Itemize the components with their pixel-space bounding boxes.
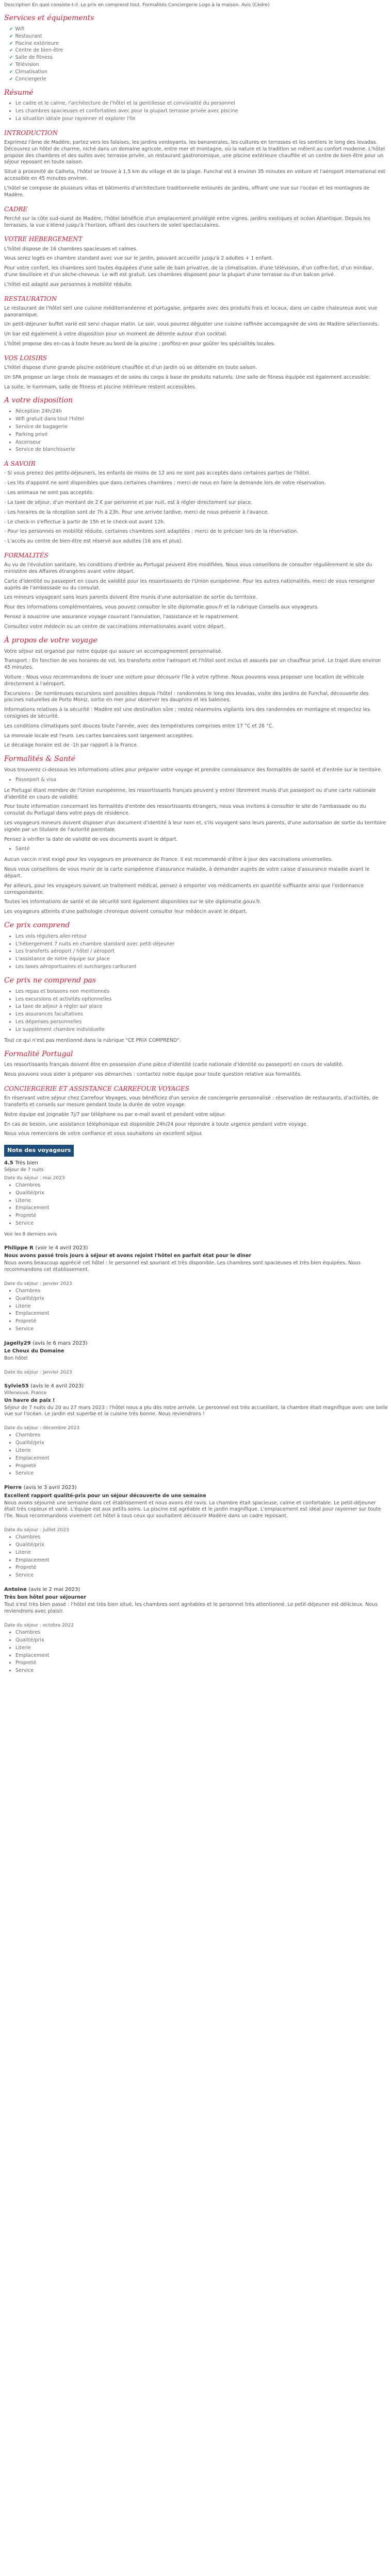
sante-list — [4, 846, 388, 853]
sante-text: Les voyageurs atteints d'une pathologie chronique doivent consulter leur médecin avant le départ. — [4, 909, 248, 915]
review-text: Bon hôtel — [4, 1355, 28, 1362]
check-icon: ✔ — [9, 76, 13, 82]
review-item — [4, 1383, 388, 1418]
sante-text: Pour toute information concernant les formalités d'entrée des ressortissants étrangers, nous vous invitons à consulter le site de l'ambassade ou du consulat du Portugal dans votre pays de résidence. — [4, 804, 366, 817]
pas-comprend-item: • La taxe de séjour à régler sur place — [15, 1004, 388, 1010]
loisirs-text: L'hôtel dispose d'une grande piscine extérieure chauffée et d'un jardin où se détendre en toute saison. — [4, 365, 257, 371]
hebergement-text: L'hôtel dispose de 16 chambres spacieuses et calmes. — [4, 246, 138, 252]
formalites-text: Consultez votre médecin ou un centre de vaccinations internationales avant votre départ. — [4, 623, 225, 630]
review-criterion: • Qualité/prix — [15, 1637, 388, 1644]
review-criterion: • Qualité/prix — [15, 1296, 388, 1302]
loisirs-text: La suite, le hammam, salle de fitness et piscine intérieure restent accessibles. — [4, 384, 197, 390]
review-criterion: • Emplacement — [15, 1557, 388, 1564]
review-score: Philippe R — [4, 1245, 34, 1251]
disposition-item: • Service de blanchisserie — [15, 447, 388, 453]
pas-comprend-title: Ce prix ne comprend pas — [4, 976, 96, 985]
review-criterion: • Literie — [15, 1303, 388, 1310]
comprend-item: • L'hébergement 7 nuits en chambre standard avec petit-déjeuner — [15, 941, 388, 948]
disposition-title: A votre disposition — [4, 396, 73, 405]
savoir-text: - Les lits d'appoint ne sont disponibles que dans certaines chambres ; merci de nous en faire la demande lors de votre réservation. — [4, 480, 326, 486]
savoir-text: - L'accès au centre de bien-être est réservé aux adultes (16 ans et plus). — [4, 538, 183, 545]
review-item — [4, 1527, 388, 1579]
review-item — [4, 1160, 388, 1238]
formalites-text: Les mineurs voyageant sans leurs parents doivent être munis d'une autorisation de sortie du territoire. — [4, 595, 257, 601]
comprend-item: • Les vols réguliers aller-retour — [15, 934, 388, 940]
review-item — [4, 1340, 388, 1362]
service-item: ✔ Climatisation — [9, 69, 47, 75]
conciergerie-text: Notre équipe est joignable 7j/7 par téléphone ou par e-mail avant et pendant votre séjour. — [4, 1111, 226, 1117]
check-icon: ✔ — [9, 33, 13, 39]
review-text: Nous avons séjourné une semaine dans cet établissement et nous avons été ravis. La chambre était spacieuse, calme et confortable. Le petit-déjeuner était très copieux et varié. L'équipe est aux petits soins. La piscine est agréable et le jardin magnifique. L'emplacement est idéal pour rayonner sur toute l'île. Nous recommandons vivement cet hôtel à tous ceux qui souhaitent découvrir Madère dans un cadre reposant. — [4, 1500, 381, 1519]
review-criterion: • Emplacement — [15, 1653, 388, 1659]
disposition-item: • Réception 24h/24h — [15, 409, 388, 415]
check-icon: ✔ — [9, 62, 13, 68]
reviews-list — [4, 1160, 388, 1674]
review-criterion: • Chambres — [15, 1630, 388, 1636]
restauration-text: Un bar est également à votre disposition pour un moment de détente autour d'un cocktail. — [4, 331, 227, 337]
sante-item: • Santé — [15, 846, 388, 853]
sante-text: Le Portugal étant membre de l'Union européenne, les ressortissants français peuvent y entrer librement munis d'un passeport ou d'une carte nationale d'identité en cours de validité. — [4, 787, 376, 800]
propos-text: Excursions : De nombreuses excursions sont possibles depuis l'hôtel : randonnées le long des levadas, visite des jardins de Funchal, découverte des piscines naturelles de Porto Moniz, sortie en mer pour observer les dauphins et les baleines. — [4, 690, 369, 703]
formalites-text: Pensez à souscrire une assurance voyage couvrant l'annulation, l'assistance et le rapatriement. — [4, 614, 240, 620]
cadre-title: CADRE — [4, 205, 28, 213]
loisirs-text: Un SPA propose un large choix de massages et de soins du corps à base de produits naturels. Une salle de fitness équipée est également accessible. — [4, 374, 371, 380]
review-criterion: • Chambres — [15, 1182, 388, 1189]
conciergerie-title: CONCIERGERIE ET ASSISTANCE CARREFOUR VOYAGES — [4, 1085, 189, 1093]
service-item: ✔ Centre de bien-être — [9, 47, 63, 54]
review-author — [4, 1160, 388, 1167]
restauration-title: RESTAURATION — [4, 295, 57, 302]
introduction-text: Exprimez l'âme de Madère, partez vers les falaises, les jardins verdoyants, les bananeraies, les cultures en terrasses et les sentiers le long des levadas. Découvrez un hôtel de charme, niché dans un domaine agricole, entre mer et montagne, où la nature et la tradition se mêlent au confort moderne. L'hôtel propose des chambres et des suites avec terrasse privée, un restaurant gastronomique, une piscine extérieure chauffée et un centre de bien-être pour un séjour reposant en toute saison. — [4, 140, 385, 165]
cadre-text: Perché sur la côte sud-ouest de Madère, l'hôtel bénéficie d'un emplacement privilégié entre vignes, jardins exotiques et océan Atlantique. Depuis les terrasses, la vue s'étend jusqu'à l'horizon, offrant des couchers de soleil spectaculaires. — [4, 215, 370, 228]
review-criterion: • Qualité/prix — [15, 1440, 388, 1447]
propos-text: La monnaie locale est l'euro. Les cartes bancaires sont largement acceptées. — [4, 733, 194, 739]
reviews-section — [4, 1145, 388, 1674]
review-item — [4, 1281, 388, 1333]
resume-item: • Le cadre et le calme, l'architecture de l'hôtel et la gentillesse et convivialité du personnel — [15, 100, 388, 107]
review-label: Très bien — [15, 1160, 38, 1166]
restauration-text: Un petit-déjeuner buffet varié est servi chaque matin. Le soir, vous pourrez déguster une cuisine raffinée accompagnée de vins de Madère sélectionnés. — [4, 321, 379, 328]
resume-item: • La situation idéale pour rayonner et explorer l'île — [15, 116, 388, 123]
review-score: Jagelly29 — [4, 1340, 31, 1346]
review-criterion: • Emplacement — [15, 1311, 388, 1317]
review-item — [4, 1425, 388, 1477]
check-icon: ✔ — [9, 41, 13, 46]
propos-text: Votre séjour est organisé par notre équipe qui assure un accompagnement personnalisé. — [4, 648, 223, 654]
pas-comprend-item: • Les assurances facultatives — [15, 1011, 388, 1018]
review-criterion: • Literie — [15, 1550, 388, 1556]
resume-title: Résumé — [4, 88, 34, 97]
resume-item: • Les chambres spacieuses et confortables avec pour la plupart terrasse privée avec piscine — [15, 108, 388, 115]
loisirs-title: VOS LOISIRS — [4, 354, 47, 362]
review-criterion: • Qualité/prix — [15, 1542, 388, 1549]
pas-comprend-list — [4, 989, 388, 1033]
sante-text: Pensez à vérifier la date de validité de vos documents avant le départ. — [4, 836, 178, 842]
review-criterion: • Emplacement — [15, 1455, 388, 1462]
review-item — [4, 1484, 388, 1520]
formalite-portugal-text: Nous pouvons vous aider à préparer vos démarches : contactez notre équipe pour toute question relative aux formalités. — [4, 1072, 302, 1078]
check-icon: ✔ — [9, 48, 13, 54]
review-date: Date du séjour : janvier 2023 — [4, 1281, 72, 1286]
review-title: Un havre de paix ! — [4, 1397, 55, 1403]
review-criterion: • Propreté — [15, 1213, 388, 1219]
savoir-text: - Pour les personnes en mobilité réduite, certaines chambres sont adaptées ; merci de le préciser lors de la réservation. — [4, 529, 299, 535]
review-criteria — [4, 1288, 388, 1333]
propos-text: Le décalage horaire est de -1h par rapport à la France. — [4, 742, 138, 749]
hotel-text: L'hôtel se compose de plusieurs villas et bâtiments d'architecture traditionnelle entourés de jardins, offrant une vue sur l'océan et les montagnes de Madère. — [4, 185, 370, 198]
hebergement-text: L'hôtel est adapté aux personnes à mobilité réduite. — [4, 281, 133, 287]
introduction-title: INTRODUCTION — [4, 129, 58, 137]
comprend-item: • L'assistance de notre équipe sur place — [15, 956, 388, 963]
review-title: Le Choux du Domaine — [4, 1348, 64, 1354]
review-title: Très bon hôtel pour séjourner — [4, 1595, 87, 1601]
disposition-list — [4, 409, 388, 453]
service-item: ✔ Wifi — [9, 26, 25, 32]
sante-text: Les voyageurs mineurs doivent disposer d'un document d'identité à leur nom et, s'ils voyagent sans leurs parents, d'une autorisation de sortie du territoire signée par un titulaire de l'autorité parentale. — [4, 820, 386, 833]
review-criteria — [4, 1534, 388, 1579]
review-item — [4, 1369, 388, 1376]
review-criterion: • Service — [15, 1470, 388, 1477]
check-icon: ✔ — [9, 55, 13, 61]
resume-list — [4, 100, 388, 122]
review-criterion: • Chambres — [15, 1432, 388, 1439]
review-criterion: • Literie — [15, 1448, 388, 1454]
review-author — [4, 1245, 388, 1252]
service-item: ✔ Piscine extérieure — [9, 40, 59, 46]
review-date: Date du séjour : mai 2023 — [4, 1175, 65, 1181]
hotel-text: Situé à proximité de Calheta, l'hôtel se trouve à 1,5 km du village et de la plage. Funchal est à environ 35 minutes en voiture et l'aéroport international est accessible en 45 minutes environ. — [4, 169, 386, 182]
reviews-header: Note des voyageurs — [4, 1145, 74, 1157]
review-label: (voir le 4 avril 2023) — [35, 1245, 88, 1251]
review-criterion: • Qualité/prix — [15, 1190, 388, 1197]
review-author — [4, 1383, 388, 1390]
pas-comprend-note: Tout ce qui n'est pas mentionné dans la rubrique "CE PRIX COMPREND". — [4, 1037, 181, 1043]
propos-text: Informations relatives à la sécurité : Madère est une destination sûre ; restez néanmoins vigilants lors des randonnées en montagne et respectez les consignes de sécurité. — [4, 707, 370, 720]
sante-text: Par ailleurs, pour les voyageurs suivant un traitement médical, pensez à emporter vos médicaments en quantité suffisante ainsi que l'ordonnance correspondante. — [4, 883, 364, 895]
comprend-item: • Les transferts aéroport / hôtel / aéroport — [15, 948, 388, 955]
review-text: Nous avons beaucoup apprécié cet hôtel : le personnel est souriant et très disponible. Les chambres sont spacieuses et très bien équipées. Nous recommandons cet établissement. — [4, 1260, 361, 1273]
conciergerie-text: En réservant votre séjour chez Carrefour Voyages, vous bénéficiez d'un service de conciergerie personnalisé : réservation de restaurants, d'activités, de transferts et conseils sur mesure pendant toute la durée de votre voyage. — [4, 1095, 379, 1108]
review-criteria — [4, 1432, 388, 1477]
hebergement-title: VOTRE HÉBERGEMENT — [4, 235, 83, 243]
review-item — [4, 1245, 388, 1274]
review-criterion: • Service — [15, 1221, 388, 1227]
check-icon: ✔ — [9, 69, 13, 75]
formalite-portugal-title: Formalité Portugal — [4, 1049, 73, 1058]
restauration-text: Le restaurant de l'hôtel sert une cuisine méditerranéenne et portugaise, préparée avec des produits frais et locaux, dans un cadre chaleureux avec vue panoramique. — [4, 305, 378, 318]
conciergerie-text: En cas de besoin, une assistance téléphonique est disponible 24h/24 pour répondre à toute urgence pendant votre voyage. — [4, 1121, 308, 1127]
sante-text: Aucun vaccin n'est exigé pour les voyageurs en provenance de France. Il est recommandé d'être à jour des vaccinations universelles. — [4, 857, 333, 863]
review-date: Date du séjour : janvier 2023 — [4, 1369, 72, 1375]
review-score: Pierre — [4, 1485, 22, 1491]
service-item: ✔ Télévision — [9, 62, 39, 68]
review-criteria — [4, 1630, 388, 1674]
review-author — [4, 1484, 388, 1492]
hebergement-text: Vous serez logés en chambre standard avec vue sur le jardin, pouvant accueillir jusqu'à 2 adultes + 1 enfant. — [4, 256, 273, 262]
review-text: Séjour de 7 nuits du 20 au 27 mars 2023 : l'hôtel nous a plu dès notre arrivée. Le personnel est très accueillant, la chambre était magnifique avec une belle vue sur l'océan. Le jardin est superbe et la cuisine très bonne. Nous reviendrons ! — [4, 1404, 388, 1417]
savoir-text: - Les horaires de la réception sont de 7h à 23h. Pour une arrivée tardive, merci de nous prévenir à l'avance. — [4, 509, 269, 515]
disposition-item: • Parking privé — [15, 432, 388, 438]
pas-comprend-item: • Les repas et boissons non mentionnés — [15, 989, 388, 995]
pas-comprend-item: • Les dépenses personnelles — [15, 1019, 388, 1026]
review-date: Date du séjour : octobre 2022 — [4, 1622, 74, 1628]
conciergerie-text: Nous vous remercions de votre confiance et vous souhaitons un excellent séjour. — [4, 1131, 203, 1137]
services-title: Services et équipements — [4, 14, 94, 23]
service-item: ✔ Conciergerie — [9, 76, 46, 82]
sante-text: Toutes les informations de santé et de sécurité sont également disponibles sur le site diplomatie.gouv.fr. — [4, 899, 262, 905]
review-criterion: • Emplacement — [15, 1205, 388, 1212]
pas-comprend-item: • Les excursions et activités optionnelles — [15, 996, 388, 1003]
savoir-text: - La taxe de séjour, d'un montant de 2 € par personne et par nuit, est à régler directement sur place. — [4, 499, 253, 505]
review-score: Antoine — [4, 1586, 27, 1592]
sante-text: Vous trouverez ci-dessous les informations utiles pour préparer votre voyage et prendre connaissance des formalités de santé et d'entrée sur le territoire. — [4, 767, 383, 773]
formalites-text: Au vu de l'évolution sanitaire, les conditions d'entrée au Portugal peuvent être modifiées. Nous vous conseillons de consulter régulièrement le site du ministère des Affaires étrangères avant votre départ. — [4, 562, 372, 574]
review-item — [4, 1622, 388, 1674]
review-label: (avis le 3 avril 2023) — [23, 1485, 77, 1491]
review-score: Sylvie55 — [4, 1383, 29, 1389]
formalites-text: Carte d'identité ou passeport en cours de validité pour les ressortissants de l'Union européenne. Pour les autres nationalités, merci de vous renseigner auprès de l'ambassade ou du consulat. — [4, 578, 375, 591]
review-score: 4.5 — [4, 1160, 13, 1166]
review-criteria — [4, 1182, 388, 1227]
review-criterion: • Literie — [15, 1645, 388, 1652]
review-criterion: • Chambres — [15, 1288, 388, 1295]
propos-title: À propos de votre voyage — [4, 636, 97, 645]
sante-item: • Passeport & visa — [15, 777, 388, 784]
formalites-text: Pour des informations complémentaires, vous pouvez consulter le site diplomatie.gouv.fr et la rubrique Conseils aux voyageurs. — [4, 604, 319, 611]
review-criterion: • Propreté — [15, 1565, 388, 1571]
review-meta: Villeneuve, France — [4, 1390, 47, 1396]
comprend-list — [4, 934, 388, 971]
disposition-item: • Wifi gratuit dans tout l'hôtel — [15, 416, 388, 423]
services-list — [4, 26, 388, 83]
review-date: Date du séjour : juillet 2023 — [4, 1527, 69, 1533]
review-criterion: • Propreté — [15, 1318, 388, 1325]
review-label: (avis le 6 mars 2023) — [32, 1340, 88, 1346]
propos-text: Transport : En fonction de vos horaires de vol, les transferts entre l'aéroport et l'hôtel sont inclus et assurés par un chauffeur privé. Le trajet dure environ 45 minutes. — [4, 658, 381, 671]
review-criterion: • Chambres — [15, 1534, 388, 1541]
review-criterion: • Service — [15, 1326, 388, 1333]
check-icon: ✔ — [9, 27, 13, 32]
review-author — [4, 1340, 388, 1347]
review-meta: Séjour de 7 nuits — [4, 1167, 44, 1173]
disposition-item: • Ascenseur — [15, 439, 388, 446]
propos-text: Les conditions climatiques sont douces toute l'année, avec des températures comprises entre 17 °C et 26 °C. — [4, 723, 274, 729]
savoir-text: - Si vous prenez des petits-déjeuners, les enfants de moins de 12 ans ne sont pas acceptés dans certaines parties de l'hôtel. — [4, 470, 311, 477]
review-item — [4, 1586, 388, 1615]
formalite-portugal-text: Les ressortissants français doivent être en possession d'une pièce d'identité (carte nationale d'identité ou passeport) en cours de validité. — [4, 1062, 344, 1068]
sante-list — [4, 777, 388, 784]
sante-title: Formalités & Santé — [4, 755, 75, 764]
service-item: ✔ Salle de fitness — [9, 55, 53, 61]
review-label: (avis le 4 avril 2023) — [30, 1383, 84, 1389]
restauration-text: L'hôtel propose des en-cas à toute heure au bord de la piscine ; profitez-en pour goûter les spécialités locales. — [4, 341, 275, 347]
review-criterion: • Service — [15, 1668, 388, 1674]
page-description: Description En quoi consiste-t-il. Le prix en comprend tout. Formalités Conciergerie Logo à la maison. Avis (Cèdre) — [4, 3, 270, 8]
savoir-text: - Les animaux ne sont pas acceptés. — [4, 490, 94, 496]
review-date: Date du séjour : décembre 2023 — [4, 1426, 80, 1431]
propos-text: Voiture : Nous vous recommandons de louer une voiture pour découvrir l'île à votre rythme. Nous pouvons vous proposer une location de véhicule directement à l'aéroport. — [4, 674, 364, 687]
comprend-item: • Les taxes aéroportuaires et surcharges carburant — [15, 964, 388, 971]
formalites-title: FORMALITÉS — [4, 551, 48, 559]
review-title: Excellent rapport qualité-prix pour un séjour découverte de une semaine — [4, 1493, 206, 1499]
savoir-text: - Le check-in s'effectue à partir de 15h et le check-out avant 12h. — [4, 519, 166, 525]
hebergement-text: Pour votre confort, les chambres sont toutes équipées d'une salle de bain privative, de la climatisation, d'une télévision, d'un coffre-fort, d'un minibar, d'une bouilloire et d'un sèche-cheveux. Le wifi est gratuit. Les chambres disposent pour la plupart d'une terrasse ou d'un balcon privé. — [4, 265, 374, 278]
review-criterion: • Propreté — [15, 1660, 388, 1667]
comprend-title: Ce prix comprend — [4, 921, 70, 929]
review-more-link: Voir les 8 derniers avis — [4, 1231, 57, 1237]
disposition-item: • Service de bagagerie — [15, 424, 388, 431]
review-criterion: • Service — [15, 1572, 388, 1579]
sante-text: Nous vous conseillons de vous munir de la carte européenne d'assurance maladie, à demander auprès de votre caisse d'assurance maladie avant le départ. — [4, 867, 370, 879]
review-title: Nous avons passé trois jours à séjour et avons rejoint l'hôtel en parfait état pour le dîner — [4, 1253, 252, 1259]
review-text: Tout s'est très bien passé : l'hôtel est très bien situé, les chambres sont agréables et le personnel très attentionné. Le petit-déjeuner est délicieux. Nous reviendrons avec plaisir. — [4, 1602, 378, 1615]
review-criterion: • Propreté — [15, 1463, 388, 1470]
review-criterion: • Literie — [15, 1198, 388, 1205]
review-author — [4, 1586, 388, 1594]
service-item: ✔ Restaurant — [9, 33, 42, 39]
pas-comprend-item: • Le supplément chambre individuelle — [15, 1027, 388, 1033]
review-label: (avis le 2 mai 2023) — [28, 1586, 80, 1592]
savoir-title: À SAVOIR — [4, 460, 36, 468]
